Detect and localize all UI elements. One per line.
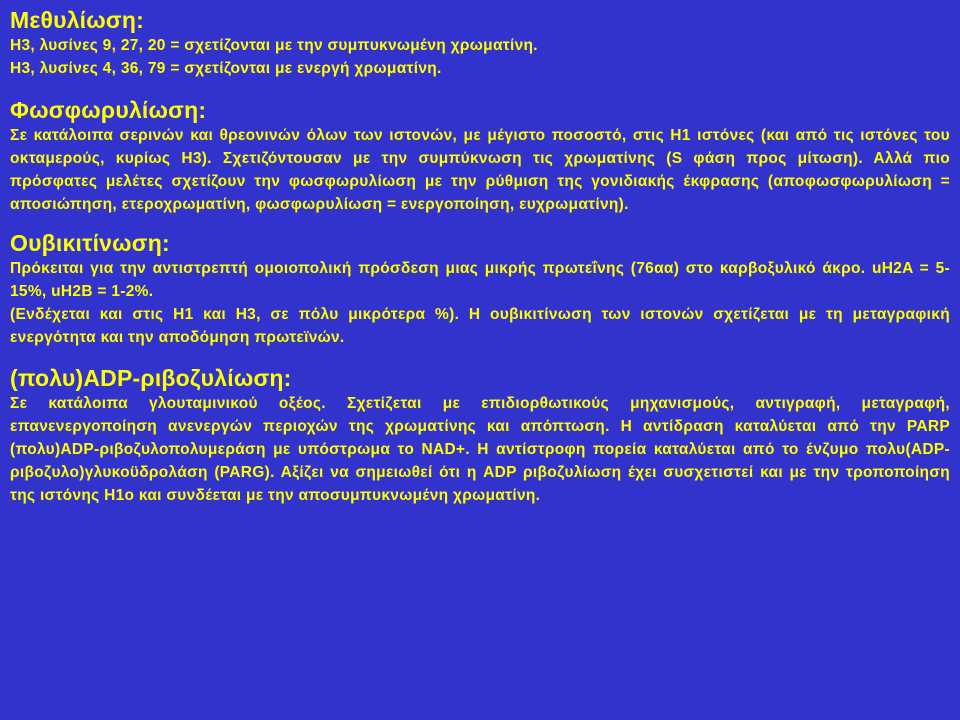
ubiquitination-text-2: (Ενδέχεται και στις Η1 και Η3, σε πόλυ μικρότερα %). Η ουβικιτίνωση των ιστονών σχετίζεται με τη μεταγραφική ενεργότητα και την αποδόμηση πρωτεϊνών. xyxy=(10,306,950,346)
heading-ubiquitination: Ουβικιτίνωση: xyxy=(10,230,170,256)
section-adp-ribosylation xyxy=(10,364,950,507)
section-ubiquitination xyxy=(10,229,950,349)
heading-adp-ribosylation: (πολυ)ADP-ριβοζυλίωση: xyxy=(10,365,292,391)
section-phosphorylation xyxy=(10,96,950,216)
adp-ribosylation-text: Σε κατάλοιπα γλουταμινικού οξέος. Σχετίζεται με επιδιορθωτικούς μηχανισμούς, αντιγραφή, μεταγραφή, επανενεργοποίηση ανενεργών περιοχών της χρωματίνης και απόπτωση. Η αντίδραση καταλύεται από την PARP (πολυ)ADP-ριβοζυλοπολυμεράση με υπόστρωμα το NAD+. Η αντίστροφη πορεία καταλύεται από το ένζυμο πολυ(ADP-ριβοζυλο)γλυκοϋδρολάση (PARG). Αξίζει να σημειωθεί ότι η ADP ριβοζυλίωση έχει συσχετιστεί και με την τροποποίηση της ιστόνης Η1ο και συνδέεται με την αποσυμπυκνωμένη χρωματίνη. xyxy=(10,395,950,504)
heading-phosphorylation: Φωσφωρυλίωση: xyxy=(10,97,207,123)
section-methylation xyxy=(10,6,950,80)
phosphorylation-text: Σε κατάλοιπα σερινών και θρεονινών όλων των ιστονών, με μέγιστο ποσοστό, στις Η1 ιστόνες (και από τις ιστόνες του οκταμερούς, κυρίως Η3). Σχετιζόντουσαν με την συμπύκνωση τις χρωματίνης (S φάση προς μίτωση). Αλλά πιο πρόσφατες μελέτες σχετίζουν την φωσφωρυλίωση με την ρύθμιση της γονιδιακής έκφρασης (αποφωσφωρυλίωση = αποσιώπηση, ετεροχρωματίνη, φωσφωρυλίωση = ενεργοποίηση, ευχρωματίνη). xyxy=(10,127,950,213)
ubiquitination-text-1: Πρόκειται για την αντιστρεπτή ομοιοπολική πρόσδεση μιας μικρής πρωτεΐνης (76αα) στο καρβοξυλικό άκρο. uH2A = 5-15%, uH2B = 1-2%. xyxy=(10,260,950,300)
methylation-line-2: Η3, λυσίνες 4, 36, 79 = σχετίζονται με ενεργή χρωματίνη. xyxy=(10,60,442,77)
heading-methylation: Μεθυλίωση: xyxy=(10,7,144,33)
methylation-line-1: Η3, λυσίνες 9, 27, 20 = σχετίζονται με την συμπυκνωμένη χρωματίνη. xyxy=(10,37,538,54)
